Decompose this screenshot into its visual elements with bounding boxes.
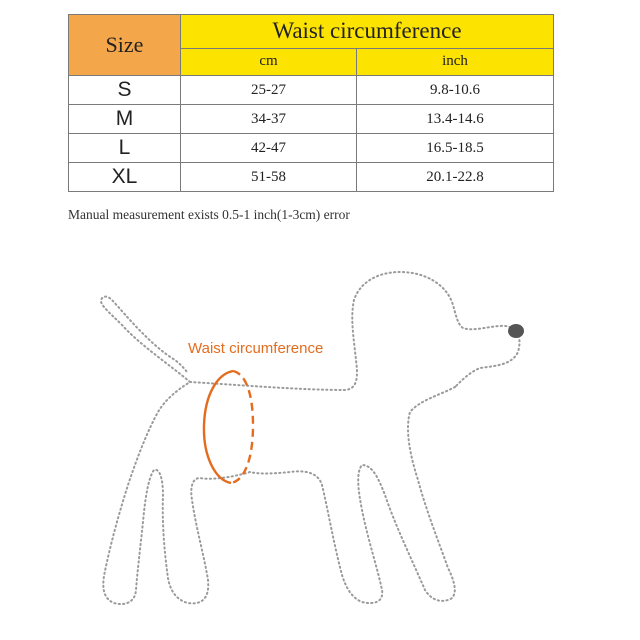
unit-inch-header: inch: [357, 48, 554, 75]
dog-belly-back-legs-outline: [103, 382, 250, 604]
size-cell: S: [69, 76, 181, 105]
cm-cell: 51-58: [181, 163, 357, 192]
size-cell: M: [69, 105, 181, 134]
size-header: Size: [69, 15, 181, 76]
size-cell: XL: [69, 163, 181, 192]
waist-loop-back: [231, 371, 253, 483]
cm-cell: 34-37: [181, 105, 357, 134]
dog-nose-icon: [508, 324, 524, 338]
dog-tail-outline: [101, 297, 190, 382]
dog-chest-front-legs-outline: [250, 387, 455, 603]
waist-loop-front: [204, 371, 233, 483]
inch-cell: 16.5-18.5: [357, 134, 554, 163]
size-cell: L: [69, 134, 181, 163]
dog-back-head-outline: [190, 272, 520, 390]
unit-cm-header: cm: [181, 48, 357, 75]
cm-cell: 42-47: [181, 134, 357, 163]
waist-header: Waist circumference: [181, 15, 554, 49]
inch-cell: 9.8-10.6: [357, 76, 554, 105]
measurement-note: Manual measurement exists 0.5-1 inch(1-3cm) error: [68, 207, 350, 222]
inch-cell: 20.1-22.8: [357, 163, 554, 192]
waist-circumference-label: Waist circumference: [188, 340, 324, 357]
cm-cell: 25-27: [181, 76, 357, 105]
inch-cell: 13.4-14.6: [357, 105, 554, 134]
